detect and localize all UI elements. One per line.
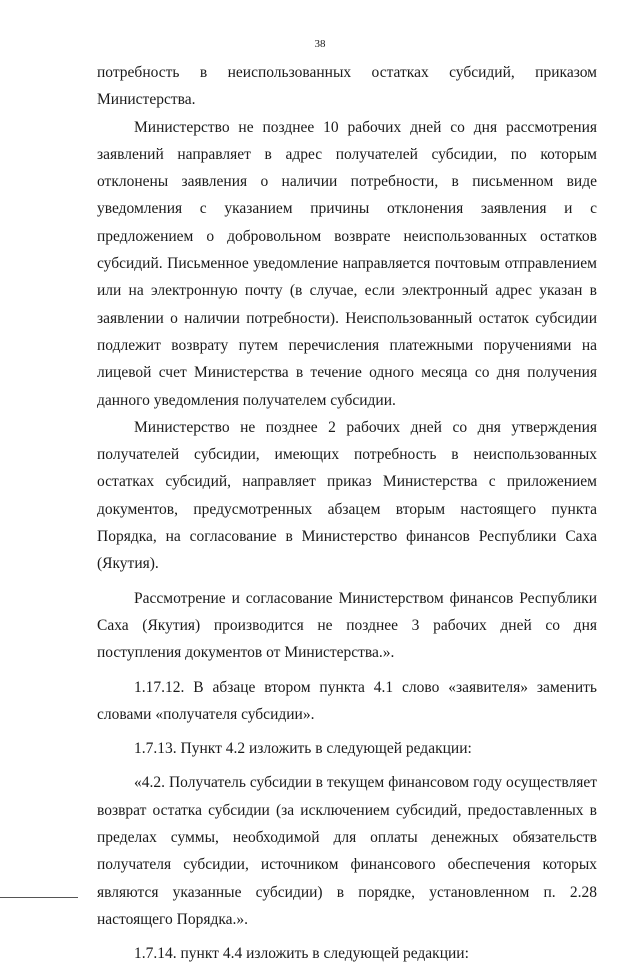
document-body xyxy=(97,59,597,968)
paragraph-amendment-4-2-intro: 1.7.13. Пункт 4.2 изложить в следующей редакции: xyxy=(134,740,472,758)
paragraph-ministry-review: Рассмотрение и согласование Министерством финансов Республики Саха (Якутия) производится не позднее 3 рабочих дней со дня поступления документов от Министерства.». xyxy=(97,589,597,662)
page-number: 38 xyxy=(314,38,326,50)
footer-rule xyxy=(0,897,78,898)
paragraph-approval-submission: Министерство не позднее 2 рабочих дней со дня утверждения получателей субсидии, имеющих потребность в неиспользованных остатках субсидий, направляет приказ Министерства с приложением документов, предусмотренных абзацем вторым настоящего пункта Порядка, на согласование в Министерство финансов Республики Саха (Якутия). xyxy=(97,418,597,573)
paragraph-rejection-notice: Министерство не позднее 10 рабочих дней со дня рассмотрения заявлений направляет в адрес получателей субсидии, по которым отклонены заявления о наличии потребности, в письменном виде уведомления с указанием причины отклонения заявления и с предложением о добровольном возврате неиспользованных остатков субсидий. Письменное уведомление направляется почтовым отправлением или на электронную почту (в случае, если электронный адрес указан в заявлении о наличии потребности). Неиспользованный остаток субсидии подлежит возврату путем перечисления платежными поручениями на лицевой счет Министерства в течение одного месяца со дня получения данного уведомления получателем субсидии. xyxy=(97,118,597,409)
paragraph-amendment-4-4-intro: 1.7.14. пункт 4.4 изложить в следующей редакции: xyxy=(134,945,469,963)
paragraph-amendment-4-2-text: «4.2. Получатель субсидии в текущем финансовом году осуществляет возврат остатка субсидии (за исключением субсидий, предоставленных в пределах суммы, необходимой для оплаты денежных обязательств получателя субсидии, источником финансового обеспечения которых являются указанные субсидии) в порядке, установленном п. 2.28 настоящего Порядка.». xyxy=(97,774,597,928)
paragraph-continuation: потребность в неиспользованных остатках субсидий, приказом Министерства. xyxy=(97,64,597,109)
paragraph-amendment-4-1: 1.17.12. В абзаце втором пункта 4.1 слово «заявителя» заменить словами «получателя субсидии». xyxy=(97,678,597,723)
